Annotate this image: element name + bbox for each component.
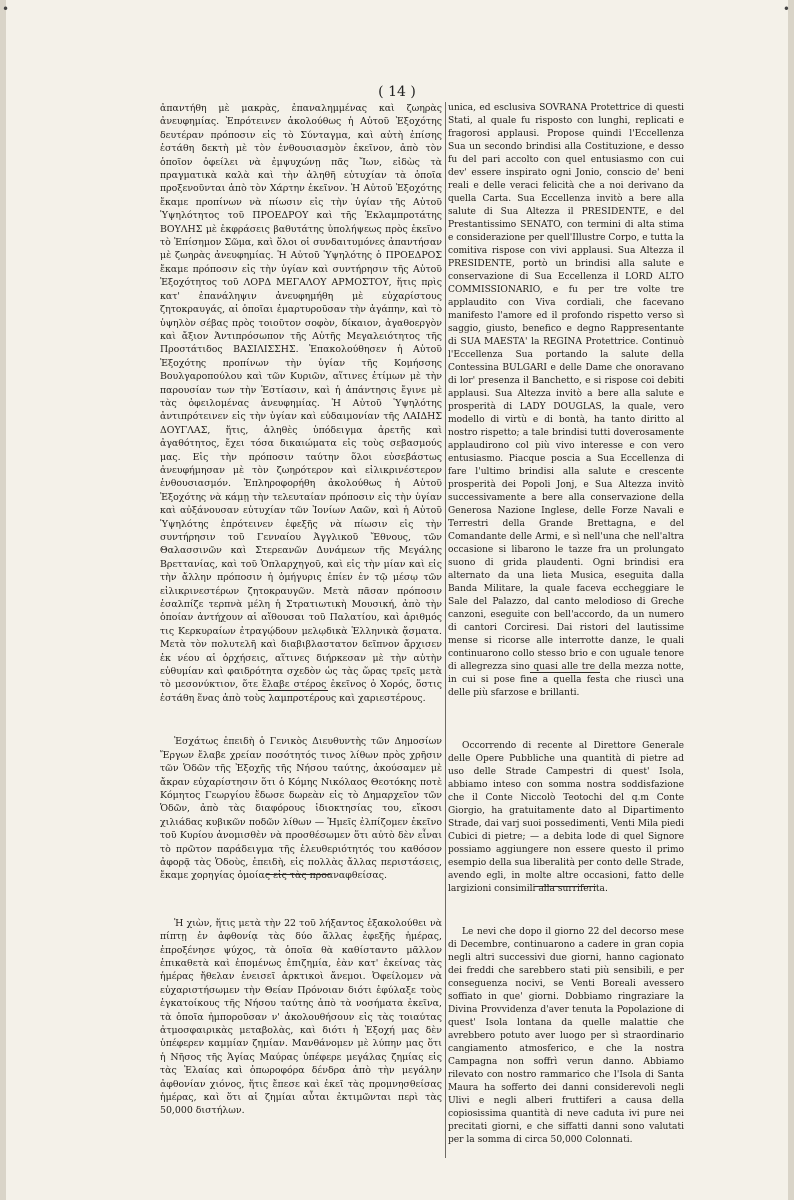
- italian-section-separator-1: [530, 672, 600, 673]
- column-divider: [445, 102, 446, 1158]
- corner-mark-right: •: [782, 2, 790, 16]
- italian-snow-paragraph: Le nevi che dopo il giorno 22 del decorso mese di Decembre, continuarono a cadere in gran copia negli altri successivi due giorni, hanno cagionato dei freddi che sarebbero stati più sensibili, e per conseguenza nocivi, se Venti Boreali avessero soffiato in que' giorni. Dobbiamo ringraziare la Divina Provvidenza d'aver tenuta la Popolazione di quest' Isola lontana da quelle malattie che avrebbero potuto aver luogo per sì straordinario cangiamento atmosferico, e che la nostra Campagna non soffrì verun danno. Abbiamo rilevato con nostro rammarico che l'Isola di Santa Maura ha sofferto dei danni considerevoli negli Ulivi e negli alberi fruttiferi a causa della copiosissima quantità di neve caduta ivi pure nei precitati giorni, e che siffatti danni sono valutati per la somma di circa 50,000 Colonnati.: [448, 927, 684, 1145]
- italian-column: [448, 102, 684, 1147]
- greek-section-separator-2: [266, 874, 330, 875]
- corner-mark-left: •: [2, 2, 10, 16]
- greek-snow-paragraph: Ἡ χιὼν, ἥτις μετὰ τὴν 22 τοῦ λήξαντος ἐξακολούθει νὰ πίπτῃ ἐν ἀφθονίᾳ τὰς δύο ἄλλας ἐφεξῆς ἡμέρας, ἐπροξένησε ψύχος, τὰ ὁποῖα θὰ καθίσταντο μᾶλλον ἐπικαθετὰ καὶ ἐπομένως ἐπιζημία, ἐὰν κατ' ἐκείνας τὰς ἡμέρας ἤθελαν ἐνεισεῖ ἀρκτικοὶ ἄνεμοι. Ὀφείλομεν νὰ εὐχαριστήσωμεν τὴν Θείαν Πρόνοιαν διότι ἐφύλαξε τοὺς ἐγκατοίκους τῆς Νήσου ταύτης ἀπὸ τὰ νοσήματα ἐκεῖνα, τὰ ὁποῖα ἠμποροῦσαν ν' ἀκολουθήσουν εἰς τὰς τοιαύτας ἀτμοσφαιρικὰς μεταβολὰς, καὶ διότι ἡ Ἐξοχή μας δὲν ὑπέφερεν καμμίαν ζημίαν. Μανθάνομεν μὲ λύπην μας ὅτι ἡ Νῆσος τῆς Ἁγίας Μαύρας ὑπέφερε μεγάλας ζημίας εἰς τὰς Ἐλαίας καὶ ὀπωροφόρα δένδρα ἀπὸ τὴν μεγάλην ἀφθονίαν χιόνος, ἥτις ἔπεσε καὶ ἐκεῖ τὰς προμνησθείσας ἡμέρας, καὶ ὅτι αἱ ζημίαι αὗται ἐκτιμῶνται περὶ τὰς 50,000 διστήλων.: [160, 917, 442, 1117]
- greek-banquet-paragraph: ἀπαντήθη μὲ μακρὰς, ἐπαναλημμένας καὶ ζωηρὰς ἀνευφημίας. Ἐπρότεινεν ἀκολούθως ἡ Αὐτοῦ Ἐξοχότης δευτέραν πρόποσιν εἰς τὸ Σύνταγμα, καὶ αὐτὴ ἐπίσης ἐστάθη δεκτὴ μὲ τὸν ἐνθουσιασμὸν ἐκεῖνον, ἀπὸ τὸν ὁποῖον ὀφείλει νὰ ἐμψυχώνῃ πᾶς Ἴων, εἰδὼς τὰ πραγματικὰ καλὰ καὶ τὴν ἀληθῆ εὐτυχίαν τὰ ὁποῖα προξενοῦνται ἀπὸ τὸν Χάρτην ἐκεῖνον. Ἡ Αὐτοῦ Ἐξοχότης ἔκαμε προπίνων νὰ πίωσιν εἰς τὴν ὑγίαν τῆς Αὐτοῦ Ὑψηλότητος τοῦ ΠΡΟΕΔΡΟΥ καὶ τῆς Ἐκλαμπροτάτης ΒΟΥΛΗΣ μὲ ἐκφράσεις βαθυτάτης ὑπολήψεως πρὸς ἐκεῖνο τὸ Ἐπίσημον Σῶμα, καὶ ὅλοι οἱ συνδαιτυμόνες ἀπαντήσαν μὲ ζωηρὰς ἀνευφημίας. Ἡ Αὐτοῦ Ὑψηλότης ὁ ΠΡΟΕΔΡΟΣ ἔκαμε πρόποσιν εἰς τὴν ὑγίαν καὶ συντήρησιν τῆς Αὐτοῦ Ἐξοχότητος τοῦ ΛΟΡΔ ΜΕΓΑΛΟΥ ΑΡΜΟΣΤΟΥ, ἥτις πρὶς κατ' ἐπανάληψιν ἀνευφημήθη μὲ εὐχαρίστους ζητοκραυγάς, αἱ ὁποῖαι ἐμαρτυροῦσαν τὴν ἀγάπην, καὶ τὸ ὑψηλὸν σέβας πρὸς τοιοῦτον σοφὸν, δίκαιον, ἀγαθοεργὸν καὶ ἄξιον Ἀντιπρόσωπον τῆς Αὐτῆς Μεγαλειότητος τῆς Προστάτιδος ΒΑΣΙΛΙΣΣΗΣ. Ἐπακολούθησεν ἡ Αὐτοῦ Ἐξοχότης προπίνων τὴν ὑγίαν τῆς Κομήσσης Βουλγαροπούλου καὶ τῶν Κυριῶν, αἵτινες ἐτίμων μὲ τὴν παρουσίαν των τὴν Ἑστίασιν, καὶ ἡ ἀπάντησις ἔγινε μὲ τὰς ὀφειλομένας ἀνευφημίας. Ἡ Αὐτοῦ Ὑψηλότης ἀντιπρότεινεν εἰς τὴν ὑγίαν καὶ εὐδαιμονίαν τῆς ΛΑΙΔΗΣ ΔΟΥΓΛΑΣ, ἥτις, ἀληθὲς ὑπόδειγμα ἀρετῆς καὶ ἀγαθότητος, ἔχει τόσα δικαιώματα εἰς τοὺς σεβασμούς μας. Εἰς τὴν πρόποσιν ταύτην ὅλοι εὐσεβάστως ἀνευφήμησαν μὲ τὸν ζωηρότερον καὶ εἰλικρινέστερον ἐνθουσιασμόν. Ἐπληροφορήθη ἀκολούθως ἡ Αὐτοῦ Ἐξοχότης νὰ κάμῃ τὴν τελευταίαν πρόποσιν εἰς τὴν ὑγίαν καὶ αὐξάνουσαν εὐτυχίαν τῶν Ἰονίων Λαῶν, καὶ ἡ Αὐτοῦ Ὑψηλότης ἐπρότεινεν ἐφεξῆς νὰ πίωσιν εἰς τὴν συντήρησιν τοῦ Γενναίου Ἀγγλικοῦ Ἔθνους, τῶν Θαλασσινῶν καὶ Στερεανῶν Δυνάμεων τῆς Μεγάλης Βρεττανίας, καὶ τοῦ Ὁπλαρχηγοῦ, καὶ εἰς τὴν μίαν καὶ εἰς τὴν ἄλλην πρόποσιν ἡ ὁμήγυρις ἐπίεν ἐν τῷ μέσῳ τῶν εἰλικρινεστέρων ζητοκραυγῶν. Μετὰ πᾶσαν πρόποσιν ἐσαλπίζε τερπνὰ μέλη ἡ Στρατιωτικὴ Μουσική, ἀπὸ τὴν ὁποίαν ἀντήχουν αἱ αἴθουσαι τοῦ Παλατίου, καὶ ἀριθμός τις Κερκυραίων ἐτραγῴδουν μελῳδικὰ Ἑλληνικὰ ᾄσματα. Μετὰ τὸν πολυτελῆ καὶ διαβιβλαστατον δεῖπνον ἄρχισεν ἐκ νέου αἱ ὀρχήσεις, αἵτινες διήρκεσαν μὲ τὴν αὐτὴν εὐθυμίαν καὶ φαιδρότητα σχεδὸν ὡς τὰς ὥρας τρεῖς μετὰ τὸ μεσονύκτιον, ὅτε ἔλαβε στέρος ἐκεῖνος ὁ Χορός, ὅστις ἐστάθη ἕνας ἀπὸ τοὺς λαμπροτέρους καὶ χαριεστέρους.: [160, 103, 442, 704]
- italian-section-separator-2: [534, 886, 596, 887]
- scan-edge-left: [0, 0, 6, 1200]
- greek-roads-paragraph: Ἐσχάτως ἐπειδὴ ὁ Γενικὸς Διευθυντὴς τῶν Δημοσίων Ἔργων ἔλαβε χρείαν ποσότητός τινος λίθων πρὸς χρῆσιν τῶν Ὁδῶν τῆς Ἐξοχῆς τῆς Νήσου ταύτης, ἀκούσαμεν μὲ ἄκραν εὐχαρίστησιν ὅτι ὁ Κόμης Νικόλαος Θεοτόκης ποτὲ Κόμητος Γεωργίου ἔδωσε δωρεὰν εἰς τὸ Δημαρχεῖον τῶν Ὁδῶν, ἀπὸ τὰς διαφόρους ἰδιοκτησίας του, εἴκοσι χιλιάδας κυβικῶν ποδῶν λίθων — Ἡμεῖς ἐλπίζομεν ἐκεῖνο τοῦ Κυρίου ἀνομισθὲν νὰ προσθέσωμεν ὅτι αὐτὸ δὲν εἶναι τὸ πρῶτον παράδειγμα τῆς ἐλευθεριότητός του καθόσον ἀφορᾷ τὰς Ὁδοὺς, ἐπειδὴ, εἰς πολλὰς ἄλλας περιστάσεις, ἔκαμε χορηγίας ὁμοίας εἰς τὰς προαναφθείσας.: [160, 736, 442, 882]
- greek-section-separator-1: [258, 690, 328, 691]
- italian-banquet-paragraph: unica, ed esclusiva SOVRANA Protettrice di questi Stati, al quale fu risposto con lunghi, replicati e fragorosi applausi. Propose quindi l'Eccellenza Sua un secondo brindisi alla Costituzione, e desso fu del pari accolto con quel entusiasmo con cui dev' essere inspirato ogni Jonio, conscio de' beni reali e delle veraci felicità che a noi derivano da quella Carta. Sua Eccellenza invitò a bere alla salute di Sua Altezza il PRESIDENTE, e del Prestantissimo SENATO, con termini di alta stima e considerazione per quell'Illustre Corpo, e tutta la comitiva rispose con vivi applausi. Sua Altezza il PRESIDENTE, portò un brindisi alla salute e conservazione di Sua Eccellenza il LORD ALTO COMMISSIONARIO, e fu per tre volte tre applaudito con Viva cordiali, che facevano manifesto l'amore ed il profondo rispetto verso sì saggio, giusto, benefico e degno Rappresentante di SUA MAESTA' la REGINA Protettrice. Continuò l'Eccellenza Sua portando la salute della Contessina BULGARI e delle Dame che onoravano di lor' presenza il Banchetto, e si rispose coi debiti applausi. Sua Altezza invitò a bere alla salute e prosperità di LADY DOUGLAS, la quale, vero modello di virtù e di bontà, ha tanto diritto al nostro rispetto; a tale brindisi tutti doverosamente applaudirono col più vivo interesse e con vero entusiasmo. Piacque poscia a Sua Eccellenza di fare l'ultimo brindisi alla salute e crescente prosperità dei Popoli Jonj, e Sua Altezza invitò successivamente a bere alla conservazione della Generosa Nazione Inglese, delle Forze Navali e Terrestri della Grande Brettagna, e del Comandante delle Armi, e sì nell'una che nell'altra occasione si libarono le tazze fra un prolungato suono di grida plaudenti. Ogni brindisi era alternato da una lieta Musica, eseguita dalla Banda Militare, la quale faceva eccheggiare le Sale del Palazzo, dal canto melodioso di Greche canzoni, eseguite con bell'accordo, da un numero di cantori Corciresi. Dai ristori del lautissime mense si ricorse alle interrotte danze, le quali continuarono collo stesso brio e con uguale tenore di allegrezza sino quasi alle tre della mezza notte, in cui si pose fine a quella festa che riuscì una delle più sfarzose e brillanti.: [448, 103, 684, 698]
- page-number: ( 14 ): [378, 84, 416, 100]
- italian-roads-paragraph: Occorrendo di recente al Direttore Generale delle Opere Pubbliche una quantità di pietre ad uso delle Strade Campestri di quest' Isola, abbiamo inteso con somma nostra soddisfazione che il Conte Niccolò Teotochi del q.m Conte Giorgio, ha gratuitamente dato al Dipartimento Strade, dai varj suoi possedimenti, Venti Mila piedi Cubici di pietre; — a debita lode di quel Signore possiamo aggiungere non essere questo il primo esempio della sua liberalità per conto delle Strade, avendo egli, in molte altre occasioni, fatto delle largizioni consimili alla surriferita.: [448, 741, 684, 894]
- scan-edge-right: [788, 0, 794, 1200]
- greek-column: [160, 102, 442, 1118]
